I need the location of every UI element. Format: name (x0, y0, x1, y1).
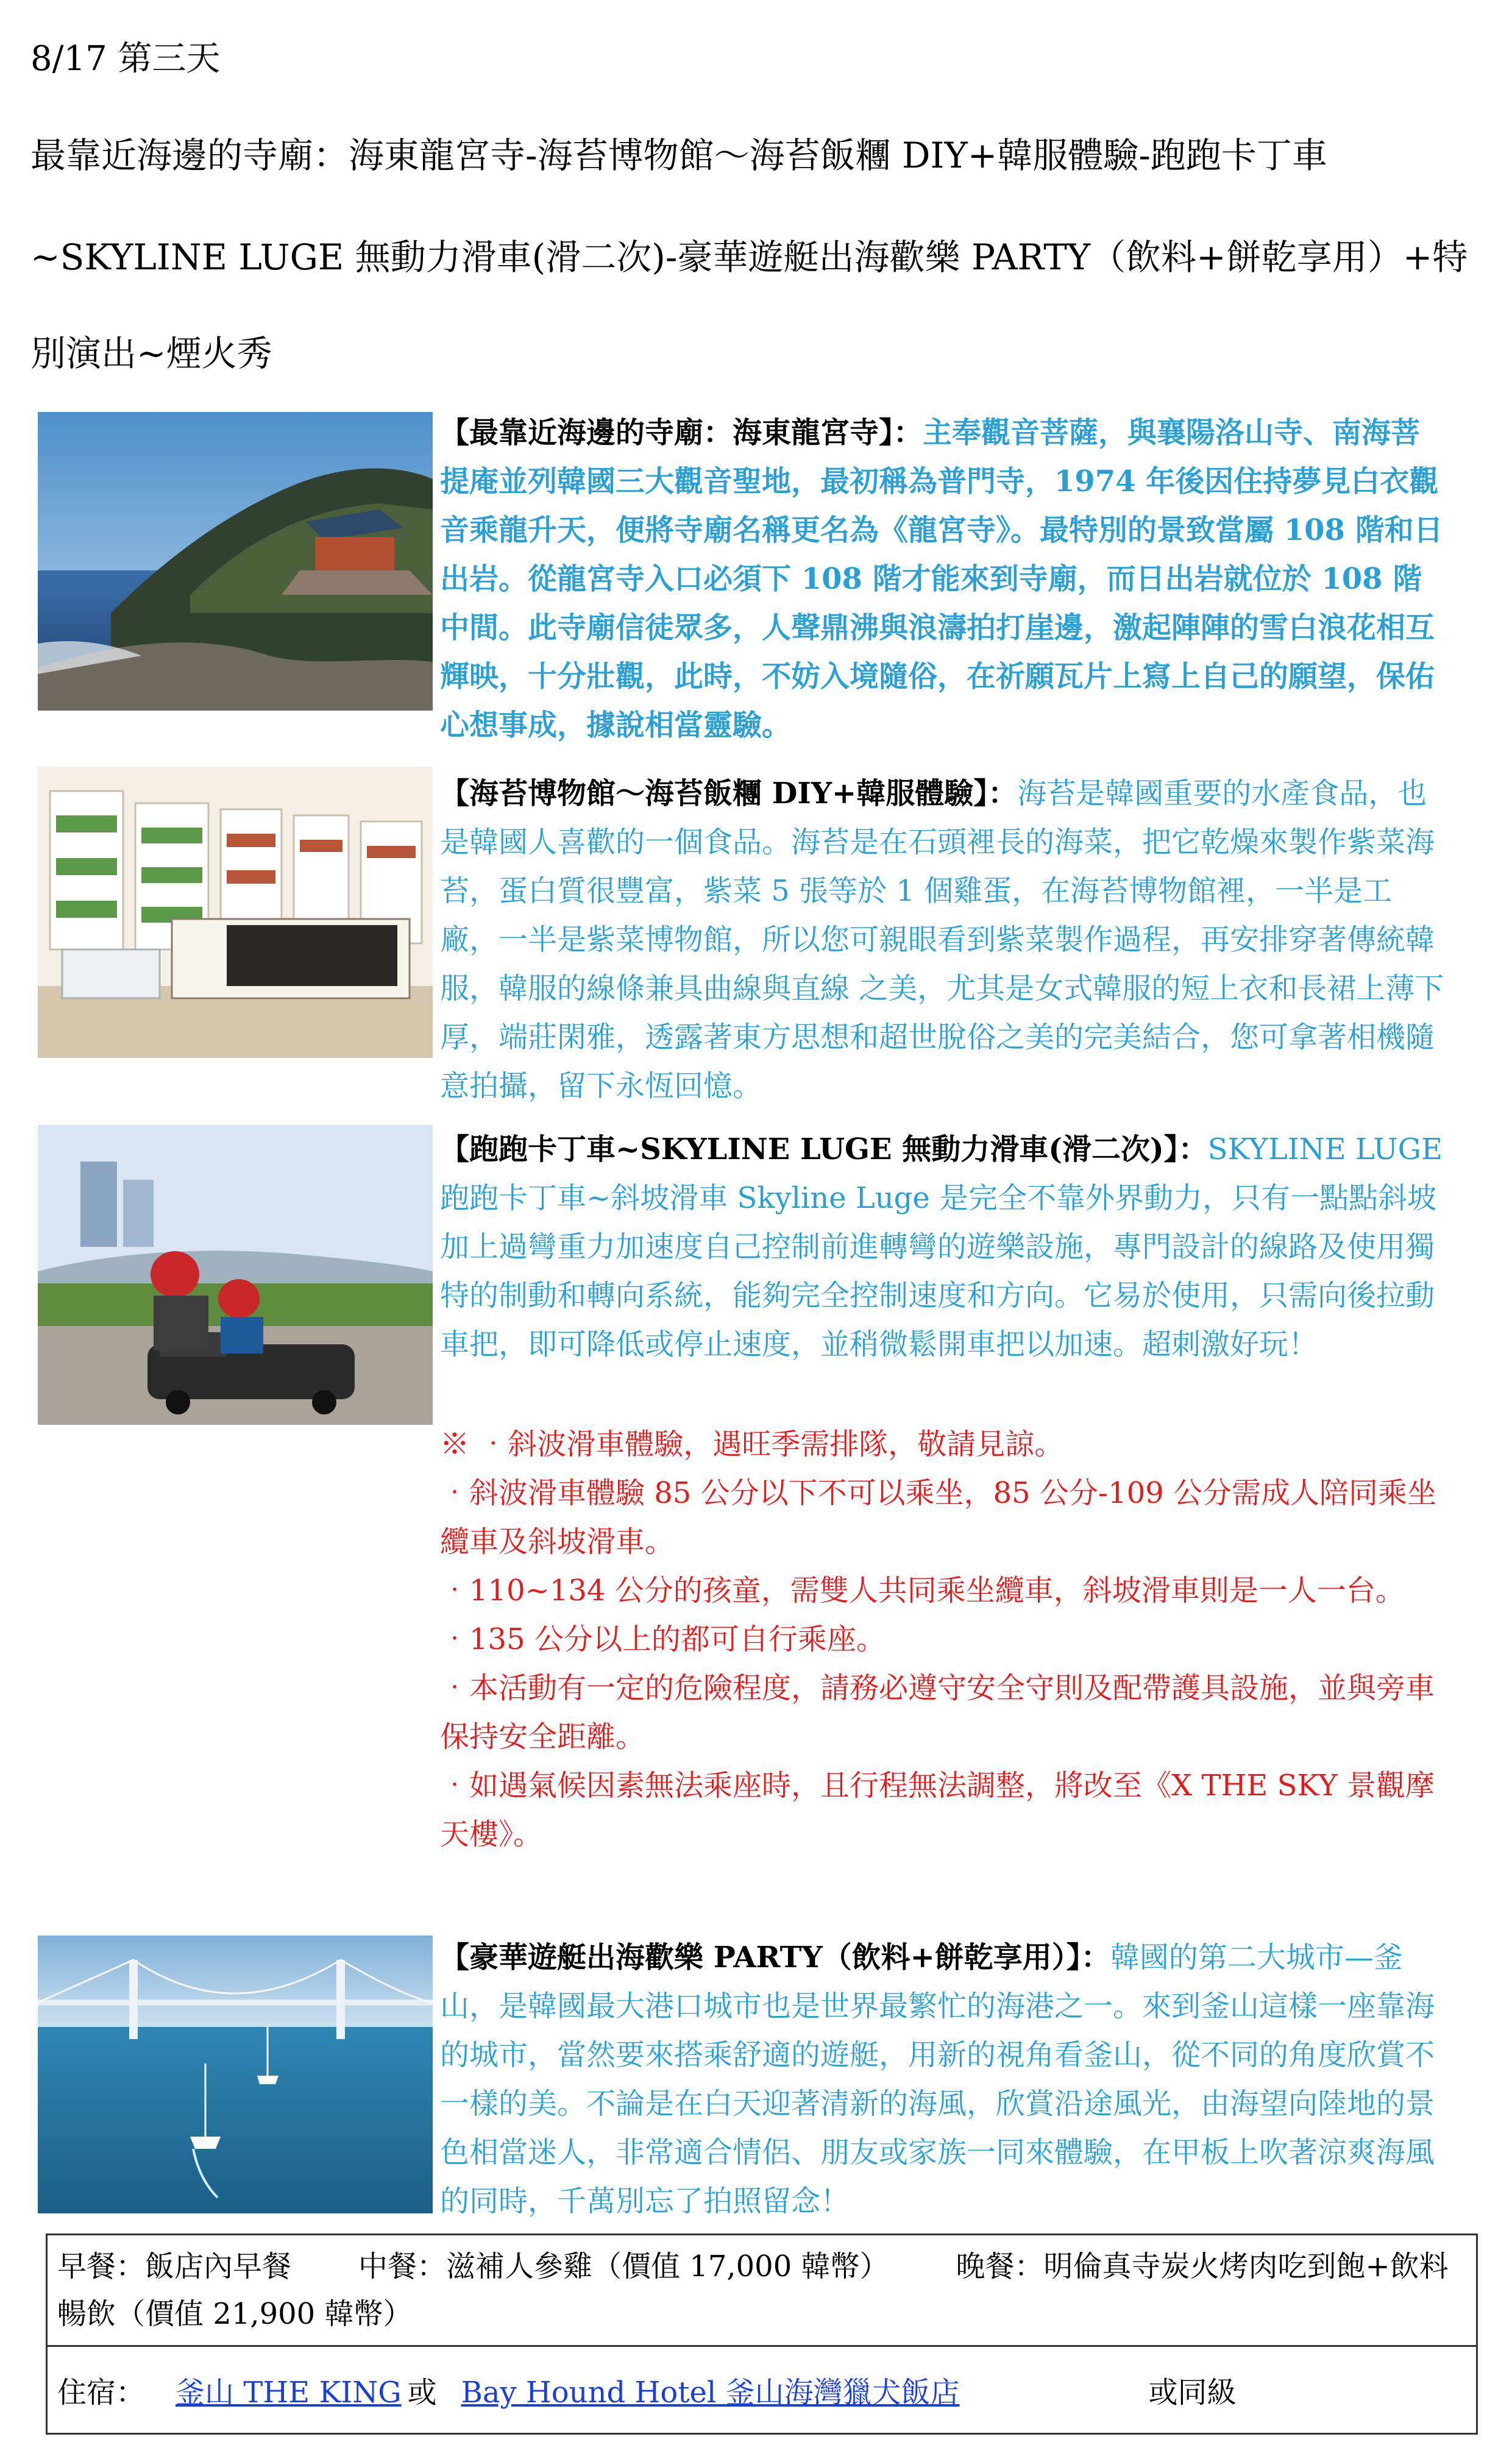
section-yacht-sep: ： (1081, 1940, 1110, 1975)
section-luge-sep: ： (1178, 1132, 1208, 1166)
luge-note: ‧如遇氣候因素無法乘座時，且行程無法調整，將改至《X THE SKY 景觀摩天樓》。 (440, 1769, 1435, 1851)
section-temple-heading: 【最靠近海邊的寺廟：海東龍宮寺】 (440, 416, 894, 450)
lodging-or-text: 或 (407, 2376, 437, 2410)
lodging-row (48, 2347, 1476, 2433)
hotel-link-the-king[interactable]: 釜山 THE KING (176, 2376, 402, 2410)
section-luge (440, 1125, 1446, 1369)
section-yacht-heading: 【豪華遊艇出海歡樂 PARTY（飲料+餅乾享用）】 (440, 1940, 1081, 1975)
section-luge-body: SKYLINE LUGE 跑跑卡丁車~斜坡滑車 Skyline Luge 是完全不靠外界動力，只有一點點斜坡加上過彎重力加速度自己控制前進轉彎的遊樂設施，專門設計的線路及使用獨特的制動和轉向系統，能夠完全控制速度和方向。它易於使用，只需向後拉動車把，即可降低或停止速度，並稍微鬆開車把以加速。超刺激好玩！ (440, 1132, 1443, 1361)
section-temple-body: 主奉觀音菩薩，與襄陽洛山寺、南海菩提庵並列韓國三大觀音聖地，最初稱為普門寺，1974 年後因住持夢見白衣觀音乘龍升天，便將寺廟名稱更名為《龍宮寺》。最特別的景致當屬 108 階和日出岩。從龍宮寺入口必須下 108 階才能來到寺廟，而日出岩就位於 108 階中間。此寺廟信徒眾多，人聲鼎沸與浪濤拍打崖邊，激起陣陣的雪白浪花相互輝映，十分壯觀，此時，不妨入境隨俗，在祈願瓦片上寫上自己的願望，保佑心想事成，據說相當靈驗。 (440, 416, 1443, 742)
section-luge-heading: 【跑跑卡丁車~SKYLINE LUGE 無動力滑車(滑二次)】 (440, 1132, 1179, 1166)
itinerary-title-line-1: 最靠近海邊的寺廟：海東龍宮寺-海苔博物館～海苔飯糰 DIY+韓服體驗-跑跑卡丁車 (30, 135, 1327, 176)
lunch-text: 中餐：滋補人參雞（價值 17,000 韓幣） (358, 2249, 889, 2283)
hotel-link-bay-hound[interactable]: Bay Hound Hotel 釜山海灣獵犬飯店 (461, 2376, 960, 2410)
section-temple-sep: ： (893, 416, 923, 450)
luge-photo (38, 1125, 433, 1425)
section-seaweed-body: 海苔是韓國重要的水產食品，也是韓國人喜歡的一個食品。海苔是在石頭裡長的海菜，把它乾燥來製作紫菜海苔，蛋白質很豐富，紫菜 5 張等於 1 個雞蛋，在海苔博物館裡，一半是工廠，一半是紫菜博物館，所以您可親眼看到紫菜製作過程，再安排穿著傳統韓服，韓服的線條兼具曲線與直線 之美，尤其是女式韓服的短上衣和長裙上薄下厚，端莊閑雅，透露著東方思想和超世脫俗之美的完美結合，您可拿著相機隨意拍攝，留下永恆回憶。 (440, 776, 1444, 1103)
meals-lodging-table (46, 2234, 1478, 2435)
luge-note: ‧110~134 公分的孩童，需雙人共同乘坐纜車，斜坡滑車則是一人一台。 (440, 1574, 1405, 1608)
day-heading: 8/17 第三天 (30, 39, 221, 79)
section-temple (440, 408, 1446, 750)
luge-note: ※ ‧斜波滑車體驗，遇旺季需排隊，敬請見諒。 (440, 1427, 1064, 1461)
seaweed-museum-photo (38, 767, 433, 1058)
meals-row (48, 2235, 1476, 2347)
section-yacht (440, 1933, 1446, 2226)
itinerary-title-line-3: 別演出~煙火秀 (30, 333, 272, 374)
section-yacht-body: 韓國的第二大城市—釜山，是韓國最大港口城市也是世界最繁忙的海港之一。來到釜山這樣一座靠海的城市，當然要來搭乘舒適的遊艇，用新的視角看釜山，從不同的角度欣賞不一樣的美。不論是在白天迎著清新的海風，欣賞沿途風光，由海望向陸地的景色相當迷人，非常適合情侶、朋友或家族一同來體驗，在甲板上吹著涼爽海風的同時，千萬別忘了拍照留念！ (440, 1940, 1435, 2218)
temple-photo (38, 412, 433, 711)
dinner-text: 晚餐：明倫真寺炭火烤肉吃到飽+飲料暢飲（價值 21,900 韓幣） (57, 2249, 1449, 2331)
lodging-similar-text: 或同級 (1148, 2376, 1237, 2410)
luge-note: ‧本活動有一定的危險程度，請務必遵守安全守則及配帶護具設施，並與旁車保持安全距離。 (440, 1671, 1435, 1754)
yacht-photo (38, 1936, 433, 2213)
lodging-label: 住宿： (57, 2376, 146, 2410)
section-seaweed-heading: 【海苔博物館～海苔飯糰 DIY+韓服體驗】 (440, 776, 988, 811)
itinerary-title-line-2: ~SKYLINE LUGE 無動力滑車(滑二次)-豪華遊艇出海歡樂 PARTY（飲料+餅乾享用）+特 (30, 236, 1468, 278)
section-seaweed-sep: ： (988, 776, 1018, 811)
breakfast-text: 早餐：飯店內早餐 (57, 2249, 292, 2283)
luge-note: ‧135 公分以上的都可自行乘座。 (440, 1622, 886, 1656)
luge-notes (440, 1420, 1446, 1859)
luge-note: ‧斜波滑車體驗 85 公分以下不可以乘坐，85 公分-109 公分需成人陪同乘坐纜車及斜坡滑車。 (440, 1476, 1437, 1559)
section-seaweed (440, 769, 1446, 1110)
